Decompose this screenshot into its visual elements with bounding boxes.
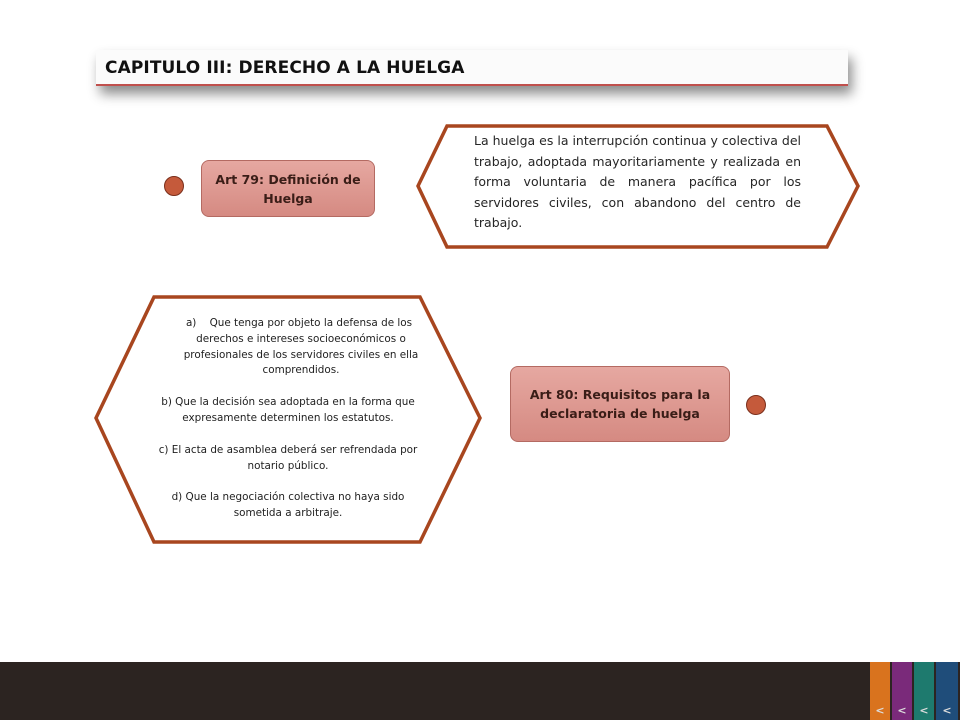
bullet-art79 [164,176,184,196]
page-title: CAPITULO III: DERECHO A LA HUELGA [105,58,465,78]
requirement-c: c) El acta de asamblea deberá ser refrendada por notario público. [158,443,418,472]
requirement-b: b) Que la decisión sea adoptada en la forma que expresamente determinen los estatutos. [161,396,415,424]
bullet-art80 [746,395,766,415]
art79-label-box[interactable] [201,160,375,217]
title-bar [96,50,848,86]
nav-back-icon-3[interactable]: < [919,704,929,717]
art80-label: Art 80: Requisitos para la declaratoria de huelga [529,387,711,421]
requirement-a: a) Que tenga por objeto la defensa de los derechos e intereses socioeconómicos o profesionales de los servidores civiles en ella comprendidos. [183,317,419,377]
art79-label: Art 79: Definición de Huelga [215,171,361,206]
footer-bar [0,662,960,720]
art80-label-box[interactable] [510,366,730,442]
art79-definition-text: La huelga es la interrupción continua y colectiva del trabajo, adoptada mayoritariamente y realizada en forma voluntaria de manera pacífica por los servidores civiles, con abandono del centro de trabajo. [474,133,801,231]
nav-back-icon-1[interactable]: < [875,704,885,717]
nav-back-icon-4[interactable]: < [942,704,952,717]
art80-requirements [150,316,426,538]
nav-back-icon-2[interactable]: < [897,704,907,717]
requirement-d: d) Que la negociación colectiva no haya sido sometida a arbitraje. [171,491,405,520]
